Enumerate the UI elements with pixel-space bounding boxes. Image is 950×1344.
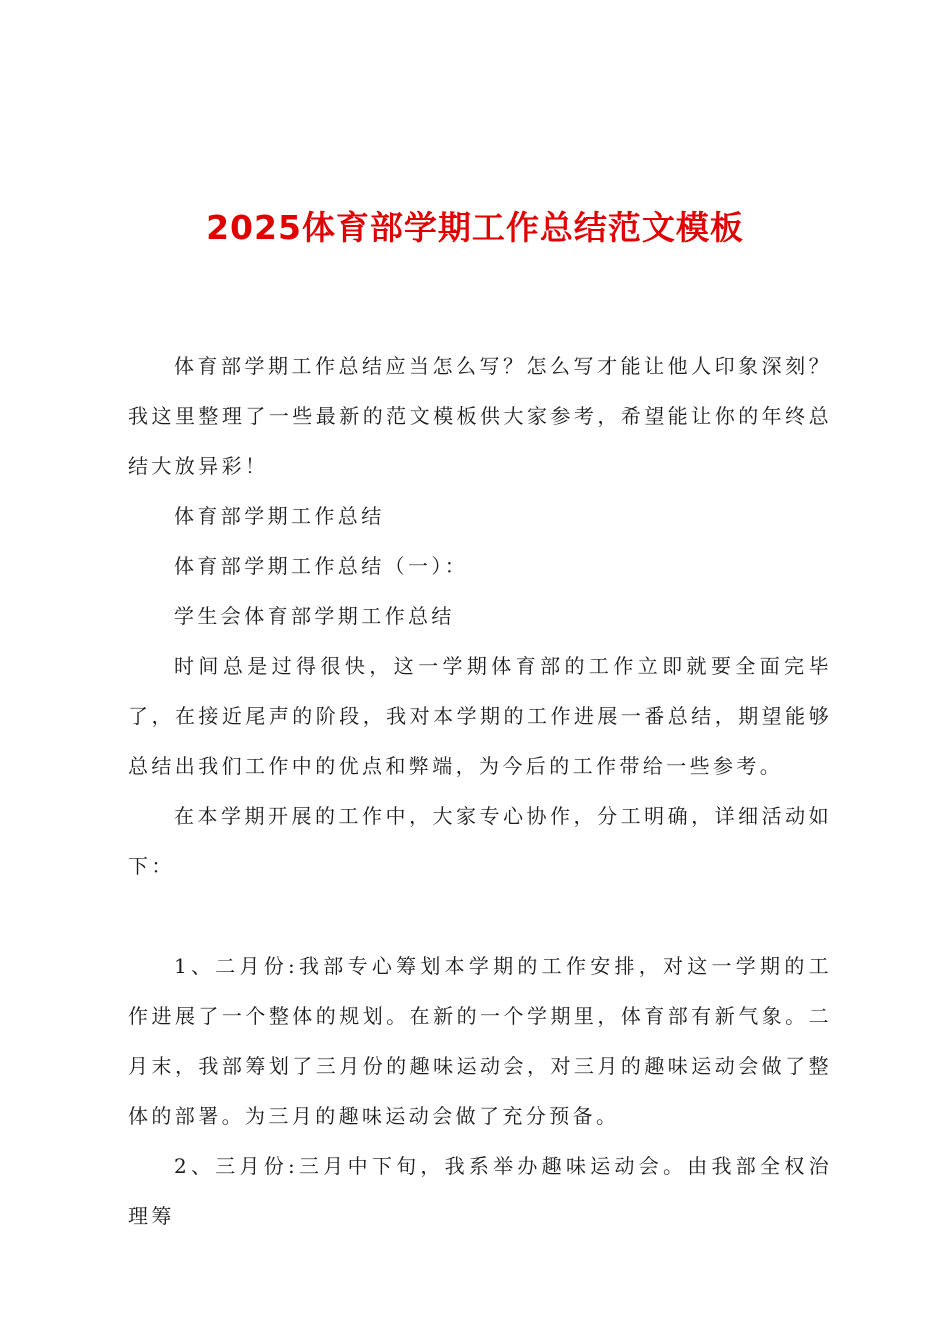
section-heading: 体育部学期工作总结 xyxy=(174,504,385,528)
document-title: 2025体育部学期工作总结范文模板 xyxy=(206,208,744,247)
document-body xyxy=(128,341,832,1241)
list-item-paragraph: 1、二月份:我部专心筹划本学期的工作安排，对这一学期的工作进展了一个整体的规划。在新的一个学期里，体育部有新气象。二月末，我部筹划了三月份的趣味运动会，对三月的趣味运动会做了整体的部署。为三月的趣味运动会做了充分预备。 xyxy=(128,954,832,1128)
paragraph-gap xyxy=(128,891,832,941)
list-item-paragraph: 2、三月份:三月中下旬，我系举办趣味运动会。由我部全权治理筹 xyxy=(128,1154,832,1228)
intro-paragraph: 体育部学期工作总结应当怎么写？怎么写才能让他人印象深刻？我这里整理了一些最新的范文模板供大家参考，希望能让你的年终总结大放异彩！ xyxy=(128,354,832,478)
body-paragraph: 时间总是过得很快，这一学期体育部的工作立即就要全面完毕了，在接近尾声的阶段，我对本学期的工作进展一番总结，期望能够总结出我们工作中的优点和弊端，为今后的工作带给一些参考。 xyxy=(128,654,832,778)
subsection-subtitle: 学生会体育部学期工作总结 xyxy=(174,604,455,628)
subsection-heading: 体育部学期工作总结（一）： xyxy=(174,554,469,578)
body-paragraph: 在本学期开展的工作中，大家专心协作，分工明确，详细活动如下： xyxy=(128,804,832,878)
